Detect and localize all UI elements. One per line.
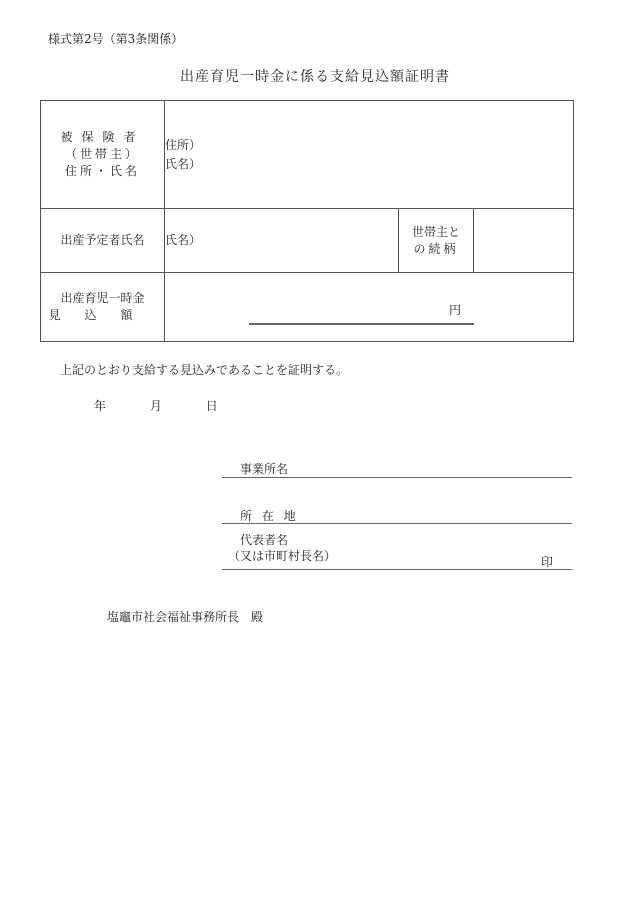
address-prefix: 住所） [165, 137, 202, 152]
insured-label-line1: 被保険者 [60, 130, 145, 144]
name-prefix: 氏名） [165, 156, 202, 171]
document-title: 出産育児一時金に係る支給見込額証明書 [180, 69, 450, 85]
insured-label-line2: （世帯主） [64, 147, 140, 161]
office-name-label: 事業所名 [240, 462, 289, 476]
relation-label-line2: の続柄 [413, 241, 459, 256]
relation-value-cell[interactable] [474, 209, 574, 273]
expectant-row [41, 209, 574, 273]
amount-label-cell [41, 273, 165, 342]
seal-mark: 印 [541, 555, 554, 569]
expectant-label: 出産予定者氏名 [60, 233, 145, 247]
yen-unit: 円 [449, 303, 462, 317]
expectant-label-cell [41, 209, 165, 273]
addressee: 塩竈市社会福祉事務所長 殿 [107, 610, 264, 624]
location-label: 所 在 地 [240, 509, 296, 523]
amount-label-line2: 見込額 [48, 308, 157, 322]
amount-value-cell[interactable] [165, 273, 574, 342]
insured-row [41, 101, 574, 209]
date-day: 日 [205, 399, 218, 413]
date-year: 年 [94, 399, 107, 413]
representative-label: 代表者名 [240, 533, 289, 547]
relation-label-cell [399, 209, 474, 273]
form-number: 様式第2号（第3条関係） [48, 32, 184, 46]
expectant-name-prefix: 氏名） [165, 233, 202, 247]
office-name-line[interactable] [222, 477, 572, 478]
date-line [94, 397, 240, 414]
expectant-name-cell[interactable] [165, 209, 399, 273]
amount-label-line1: 出産育児一時金 [60, 291, 145, 305]
amount-underline [249, 323, 474, 325]
location-line[interactable] [222, 523, 572, 524]
certificate-table [40, 100, 574, 342]
representative-line[interactable] [222, 569, 572, 570]
certification-statement: 上記のとおり支給する見込みであることを証明する。 [60, 363, 349, 377]
relation-label-line1: 世帯主と [411, 224, 460, 239]
date-month: 月 [149, 399, 162, 413]
amount-row [41, 273, 574, 342]
insured-label-cell [41, 101, 165, 209]
representative-note: （又は市町村長名） [228, 549, 337, 563]
insured-value-cell[interactable] [165, 101, 574, 209]
insured-label-line3: 住所・氏名 [64, 164, 140, 178]
